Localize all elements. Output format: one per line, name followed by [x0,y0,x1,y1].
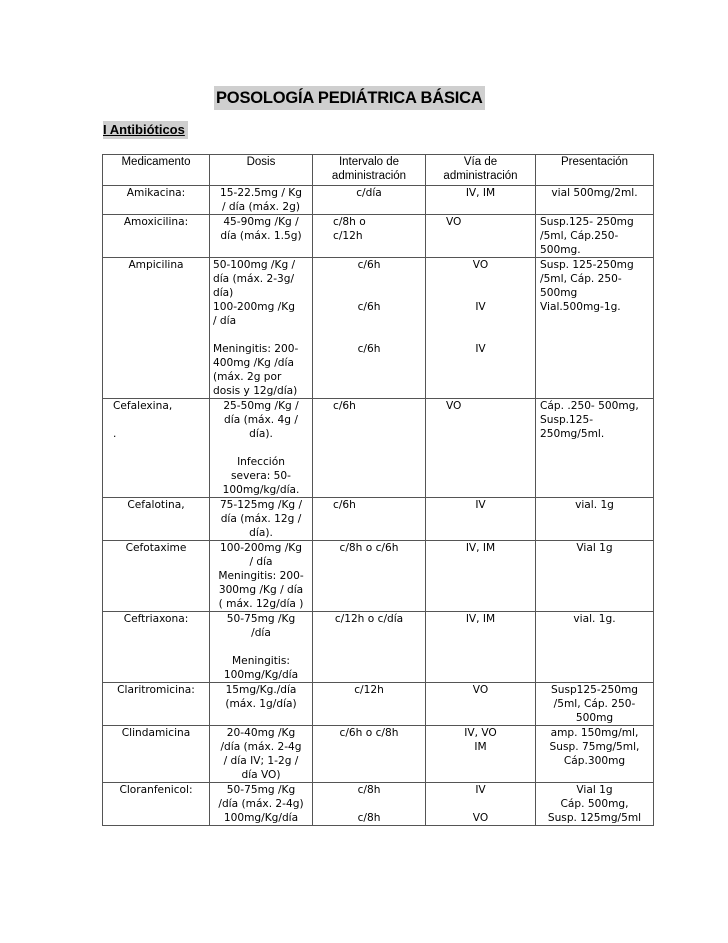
cell-text: c/6h [357,259,381,271]
cell-text: Ampicilina [128,259,184,271]
cell-text: Cefalexina, [113,400,173,412]
dosis-cell [210,215,313,258]
cell-text: IV, IM [465,613,496,625]
intervalo-cell [313,683,426,726]
medicamento-cell [103,783,210,826]
cell-text: 100mg/Kg/día [223,812,299,824]
presentacion-cell [536,258,654,399]
cell-text: c/6h [333,499,356,511]
cell-text: Cefotaxime [125,542,187,554]
cell-text: día). [249,428,273,440]
via-cell [426,726,536,783]
table-row [103,783,654,826]
cell-text: /5ml, Cáp.250- [540,230,619,242]
cell-text: VO [446,400,462,412]
cell-text: Vial 1g [576,784,613,796]
dosis-cell [210,612,313,683]
via-cell [426,186,536,215]
dosis-cell [210,498,313,541]
cell-text: 500mg [540,287,578,299]
cell-text [429,314,532,328]
medicamento-cell [103,186,210,215]
cell-text: vial. 1g [575,499,614,511]
cell-text: 50-75mg /Kg [226,784,296,796]
cell-text: día (máx. 4g / [224,414,298,426]
header-medicamento: Medicamento [103,155,210,186]
cell-text: 50-100mg /Kg / [213,259,296,271]
presentacion-cell [536,399,654,498]
cell-text: IM [474,741,487,753]
cell-text: día (máx. 2-3g/ [213,273,295,285]
cell-text [113,413,206,427]
intervalo-cell [313,186,426,215]
cell-text [429,797,532,811]
cell-text: IV, VO [464,727,497,739]
cell-text: vial 500mg/2ml. [551,187,638,199]
presentacion-cell [536,726,654,783]
cell-text: 100-200mg /Kg [220,542,302,554]
intervalo-cell [313,726,426,783]
via-cell [426,612,536,683]
cell-text: c/6h [333,400,356,412]
cell-text: Susp. 75mg/5ml, [549,741,640,753]
cell-text [213,441,309,455]
cell-text: Susp125-250mg [551,684,638,696]
header-intervalo: Intervalo de administración [313,155,426,186]
dosis-cell [210,726,313,783]
cell-text [316,272,422,286]
cell-text: 500mg [575,712,614,724]
table-row [103,541,654,612]
via-cell [426,498,536,541]
cell-text: 100-200mg /Kg [213,301,295,313]
cell-text: / día [249,556,273,568]
via-cell [426,683,536,726]
cell-text: día (máx. 1.5g) [220,230,302,242]
cell-text: c/12h [333,230,363,242]
via-cell [426,215,536,258]
cell-text: c/8h [357,784,381,796]
cell-text: 45-90mg /Kg / [223,216,299,228]
cell-text: 15mg/Kg./día [225,684,297,696]
cell-text: /día (máx. 2-4g [220,741,302,753]
medicamento-cell [103,399,210,498]
via-cell [426,258,536,399]
table-row [103,498,654,541]
cell-text: c/6h o c/8h [339,727,399,739]
cell-text: Meningitis: 200- [218,570,304,582]
table-header-row [103,155,654,186]
cell-text: Susp. 125-250mg [540,259,634,271]
cell-text: día VO) [241,769,281,781]
cell-text: Infección [237,456,285,468]
cell-text: IV, IM [465,187,496,199]
cell-text: c/8h [357,812,381,824]
dosis-cell [210,258,313,399]
table-row [103,683,654,726]
cell-text: dosis y 12g/día) [213,385,298,397]
dosis-cell [210,186,313,215]
presentacion-cell [536,215,654,258]
page-title: POSOLOGÍA PEDIÁTRICA BÁSICA [214,86,485,110]
cell-text: / día [213,315,237,327]
table-row [103,215,654,258]
dosis-cell [210,783,313,826]
cell-text: 100mg/kg/día. [222,484,300,496]
cell-text: Susp.125- [540,414,594,426]
cell-text: ( máx. 12g/día ) [218,598,304,610]
cell-text: amp. 150mg/ml, [550,727,639,739]
cell-text [429,272,532,286]
section-heading: I Antibióticos [103,121,188,139]
cell-text: Vial 1g [576,542,613,554]
cell-text: . [113,428,117,440]
cell-text: c/8h o [333,216,366,228]
cell-text: Cloranfenicol: [119,784,193,796]
cell-text [429,286,532,300]
header-presentacion: Presentación [536,155,654,186]
header-via: Vía de administración [426,155,536,186]
cell-text [316,797,422,811]
medicamento-cell [103,683,210,726]
cell-text: Susp. 125mg/5ml [547,812,642,824]
intervalo-cell [313,498,426,541]
medicamento-cell [103,258,210,399]
cell-text [213,328,309,342]
cell-text: Amoxicilina: [123,216,189,228]
dosis-cell [210,683,313,726]
dosis-cell [210,541,313,612]
cell-text: 100mg/Kg/día [223,669,299,681]
cell-text: 500mg. [540,244,581,256]
cell-text: VO [472,684,489,696]
dosage-table [102,154,654,826]
cell-text [316,286,422,300]
cell-text: Claritromicina: [117,684,195,696]
cell-text: vial. 1g. [573,613,616,625]
cell-text: Susp.125- 250mg [540,216,634,228]
cell-text: 15-22.5mg / Kg [220,187,302,199]
cell-text: IV [475,784,486,796]
cell-text: 50-75mg /Kg [226,613,296,625]
cell-text: /5ml, Cáp. 250- [540,273,622,285]
dosis-cell [210,399,313,498]
via-cell [426,399,536,498]
cell-text: Meningitis: 200- [213,343,299,355]
intervalo-cell [313,541,426,612]
cell-text: 20-40mg /Kg [226,727,296,739]
cell-text: /5ml, Cáp. 250- [553,698,636,710]
cell-text [213,640,309,654]
intervalo-cell [313,783,426,826]
via-cell [426,541,536,612]
medicamento-cell [103,726,210,783]
cell-text: Ceftriaxona: [123,613,189,625]
table-row [103,612,654,683]
cell-text: Meningitis: [232,655,290,667]
presentacion-cell [536,186,654,215]
cell-text: Cefalotina, [127,499,185,511]
cell-text: c/12h o c/día [334,613,404,625]
medicamento-cell [103,541,210,612]
cell-text: 300mg /Kg / día [218,584,304,596]
cell-text: día) [213,287,234,299]
medicamento-cell [103,612,210,683]
cell-text [316,314,422,328]
cell-text: /día [251,627,271,639]
cell-text: c/6h [357,343,381,355]
cell-text: VO [472,812,489,824]
cell-text: c/día [356,187,382,199]
cell-text: 25-50mg /Kg / [223,400,299,412]
header-dosis: Dosis [210,155,313,186]
table-row [103,186,654,215]
cell-text: c/12h [354,684,384,696]
intervalo-cell [313,399,426,498]
cell-text: Vial.500mg-1g. [540,301,621,313]
cell-text: / día (máx. 2g) [221,201,300,213]
cell-text: IV [475,343,486,355]
cell-text: (máx. 1g/día) [225,698,297,710]
cell-text: IV, IM [465,542,496,554]
cell-text: 250mg/5ml. [540,428,605,440]
cell-text: / día IV; 1-2g / [223,755,299,767]
cell-text: Cáp. 500mg, [560,798,629,810]
cell-text: Cáp. .250- 500mg, [540,400,639,412]
cell-text: 75-125mg /Kg / [219,499,303,511]
cell-text: c/8h o c/6h [339,542,399,554]
cell-text: IV [475,499,486,511]
presentacion-cell [536,612,654,683]
intervalo-cell [313,612,426,683]
cell-text [316,328,422,342]
cell-text: VO [446,216,462,228]
presentacion-cell [536,541,654,612]
presentacion-cell [536,498,654,541]
via-cell [426,783,536,826]
cell-text: IV [475,301,486,313]
cell-text: día). [249,527,273,539]
table-row [103,726,654,783]
cell-text: Clindamicina [121,727,191,739]
cell-text: día (máx. 12g / [220,513,302,525]
cell-text: Cáp.300mg [563,755,626,767]
table-row [103,399,654,498]
cell-text: (máx. 2g por [213,371,282,383]
presentacion-cell [536,683,654,726]
table-body [103,186,654,826]
intervalo-cell [313,258,426,399]
table-row [103,258,654,399]
cell-text: 400mg /Kg /día [213,357,294,369]
medicamento-cell [103,498,210,541]
cell-text: /día (máx. 2-4g) [218,798,304,810]
cell-text: severa: 50- [231,470,291,482]
presentacion-cell [536,783,654,826]
cell-text: c/6h [357,301,381,313]
medicamento-cell [103,215,210,258]
cell-text [429,328,532,342]
cell-text: Amikacina: [126,187,186,199]
cell-text: VO [472,259,489,271]
intervalo-cell [313,215,426,258]
